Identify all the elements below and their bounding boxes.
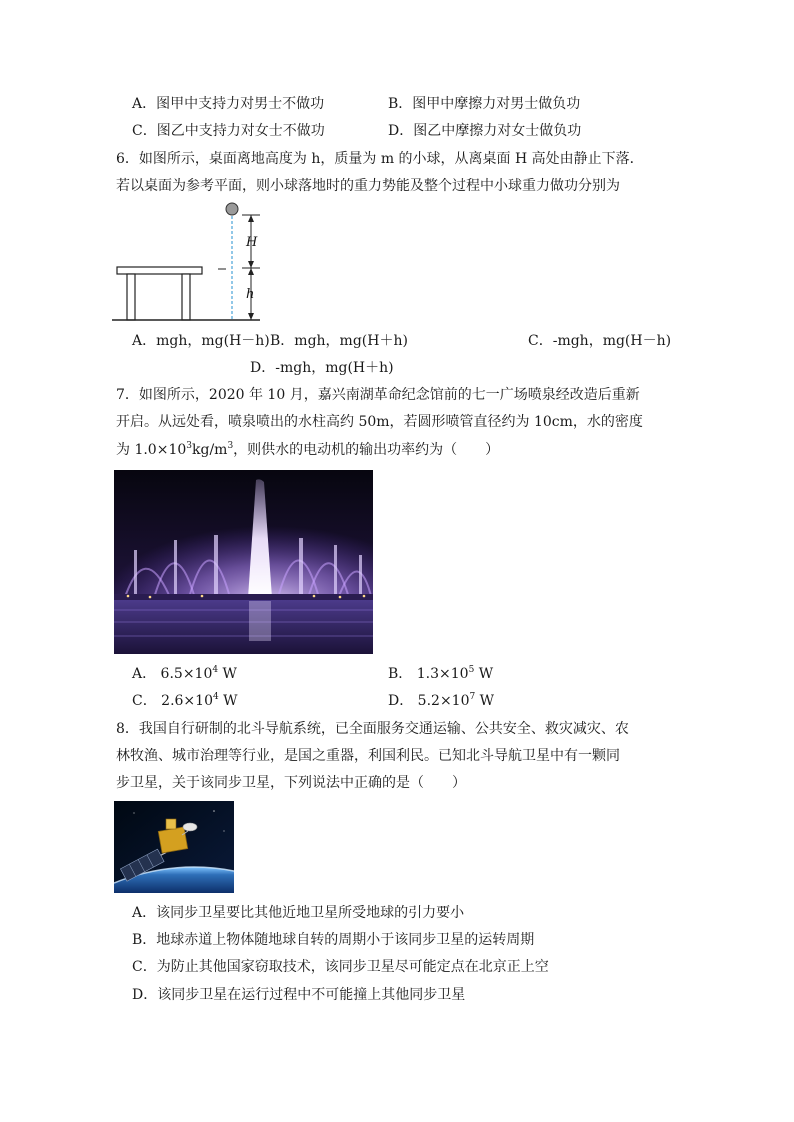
q6-stem-line1: 6．如图所示，桌面离地高度为 h，质量为 m 的小球，从离桌面 H 高处由静止下落． [116, 151, 644, 167]
q6-option-c: C．-mgh，mg(H－h) [528, 333, 672, 349]
q7-option-b: B． $1.3\times 10^5$ W [388, 665, 494, 682]
q8-stem-line3: 步卫星，关于该同步卫星，下列说法中正确的是（ ） [116, 775, 466, 791]
q7-stem-line2: 开启。从远处看，喷泉喷出的水柱高约 50m，若圆形喷管直径约为 10cm，水的密度 [116, 414, 643, 430]
table-top [117, 267, 202, 274]
table-leg-right [182, 274, 190, 320]
q8-stem-line2: 林牧渔、城市治理等行业，是国之重器，利国利民。已知北斗导航卫星中有一颗同 [116, 748, 620, 764]
fountain-photo [114, 470, 373, 654]
q5-option-d: D．图乙中摩擦力对女士做负功 [388, 123, 582, 139]
q8-stem-line1: 8．我国自行研制的北斗导航系统，已全面服务交通运输、公共安全、救灾减灾、农 [116, 721, 629, 737]
q7-option-d: D． $5.2\times 10^7$ W [388, 692, 495, 709]
q8-option-b: B．地球赤道上物体随地球自转的周期小于该同步卫星的运转周期 [132, 932, 535, 948]
q6-option-d: D．-mgh，mg(H＋h) [250, 360, 394, 376]
q6-stem-line2: 若以桌面为参考平面，则小球落地时的重力势能及整个过程中小球重力做功分别为 [116, 178, 620, 194]
q8-option-a: A．该同步卫星要比其他近地卫星所受地球的引力要小 [132, 905, 465, 921]
q5-option-c: C．图乙中支持力对女士不做功 [132, 123, 325, 139]
q8-option-d: D．该同步卫星在运行过程中不可能撞上其他同步卫星 [132, 987, 466, 1003]
q6-option-a: A．mgh，mg(H－h) [132, 333, 270, 349]
q6-table-ball-figure [110, 198, 280, 328]
q7-stem-line3: 为 $1.0\times 10^3kg/m^3$，则供水的电动机的输出功率约为（ ） [116, 441, 500, 458]
q7-stem-line1: 7．如图所示，2020 年 10 月，嘉兴南湖革命纪念馆前的七一广场喷泉经改造后重新 [116, 387, 640, 403]
q5-option-b: B．图甲中摩擦力对男士做负功 [388, 96, 581, 112]
ball-icon [226, 203, 238, 215]
satellite-photo [114, 801, 234, 893]
q8-option-c: C．为防止其他国家窃取技术，该同步卫星尽可能定点在北京正上空 [132, 959, 549, 975]
q6-option-b: B．mgh，mg(H＋h) [270, 333, 408, 349]
table-leg-left [127, 274, 135, 320]
label-h: h [246, 287, 255, 302]
q7-option-a: A． $6.5\times 10^4$ W [132, 665, 237, 682]
q7-option-c: C． $2.6\times 10^4$ W [132, 692, 238, 709]
q5-option-a: A．图甲中支持力对男士不做功 [132, 96, 325, 112]
label-H: H [246, 235, 258, 250]
